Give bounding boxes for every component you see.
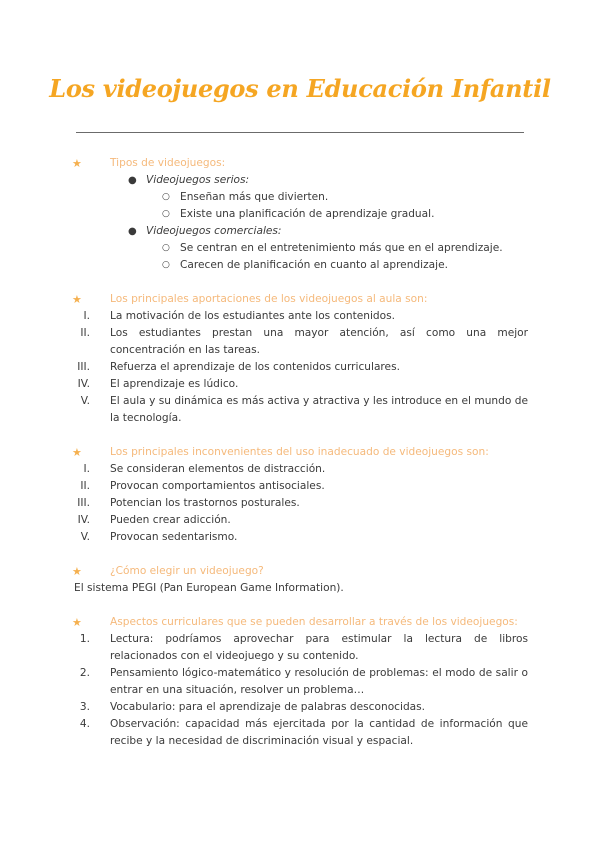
section-heading-aportaciones <box>74 291 528 308</box>
star-icon: ★ <box>72 446 82 459</box>
list-item <box>74 393 528 427</box>
list-item-text: Potencian los trastornos posturales. <box>110 497 300 509</box>
list-number: IV. <box>77 514 90 526</box>
list-number: IV. <box>77 378 90 390</box>
list-item-text: El aprendizaje es lúdico. <box>110 378 239 390</box>
list-item-text: Los estudiantes prestan una mayor atención, así como una mejor concentración en las tareas. <box>110 327 528 356</box>
section-heading-text: Los principales aportaciones de los videojuegos al aula son: <box>110 293 428 305</box>
list-item-text: Lectura: podríamos aprovechar para estimular la lectura de libros relacionados con el videojuego y su contenido. <box>110 633 528 662</box>
list-item-text: Se consideran elementos de distracción. <box>110 463 326 475</box>
list-number: II. <box>80 480 90 492</box>
paragraph: El sistema PEGI (Pan European Game Information). <box>74 582 344 594</box>
document-body <box>74 155 528 750</box>
list-item-text: Provocan sedentarismo. <box>110 531 238 543</box>
section-heading-text: Tipos de videojuegos: <box>110 157 226 169</box>
circle-bullet-icon: ○ <box>162 260 170 270</box>
section-heading-elegir <box>74 563 528 580</box>
list-item-label: Videojuegos serios: <box>146 174 250 186</box>
list-item <box>74 495 528 512</box>
star-icon: ★ <box>72 157 82 170</box>
list-item-text: Pensamiento lógico-matemático y resolución de problemas: el modo de salir o entrar en una situación, resolver un problema… <box>110 667 528 696</box>
list-item-text: Vocabulario: para el aprendizaje de palabras desconocidas. <box>110 701 426 713</box>
section-heading-aspectos <box>74 614 528 631</box>
list-item <box>74 665 528 699</box>
list-number: 3. <box>79 701 90 713</box>
list-item <box>74 529 528 546</box>
list-number: 1. <box>79 633 90 645</box>
list-number: I. <box>83 310 90 322</box>
star-icon: ★ <box>72 293 82 306</box>
list-item-text: Provocan comportamientos antisociales. <box>110 480 325 492</box>
circle-bullet-icon: ○ <box>162 209 170 219</box>
list-item <box>74 206 528 223</box>
list-item <box>74 325 528 359</box>
list-item <box>74 512 528 529</box>
section-heading-inconvenientes <box>74 444 528 461</box>
list-number: II. <box>80 327 90 339</box>
list-item-text: Pueden crear adicción. <box>110 514 231 526</box>
title-divider <box>76 132 524 133</box>
list-item-text: Existe una planificación de aprendizaje gradual. <box>180 208 435 220</box>
star-icon: ★ <box>72 565 82 578</box>
list-number: III. <box>77 361 90 373</box>
list-item-text: La motivación de los estudiantes ante los contenidos. <box>110 310 396 322</box>
section-heading-text: Aspectos curriculares que se pueden desarrollar a través de los videojuegos: <box>110 616 518 628</box>
list-item <box>74 716 528 750</box>
list-number: I. <box>83 463 90 475</box>
list-item <box>74 478 528 495</box>
list-item <box>74 240 528 257</box>
bullet-icon: ● <box>128 175 137 186</box>
list-item-text: Enseñan más que divierten. <box>180 191 329 203</box>
list-item-text: Carecen de planificación en cuanto al aprendizaje. <box>180 259 448 271</box>
list-number: V. <box>80 531 90 543</box>
list-item <box>74 223 528 240</box>
bullet-icon: ● <box>128 226 137 237</box>
list-item <box>74 172 528 189</box>
list-number: V. <box>80 395 90 407</box>
list-item-text: El aula y su dinámica es más activa y atractiva y les introduce en el mundo de la tecnología. <box>110 395 528 424</box>
list-item <box>74 189 528 206</box>
list-item-label: Videojuegos comerciales: <box>146 225 282 237</box>
list-item <box>74 376 528 393</box>
page-title: Los videojuegos en Educación Infantil <box>49 74 551 103</box>
list-item <box>74 308 528 325</box>
list-item <box>74 257 528 274</box>
list-item-text: Refuerza el aprendizaje de los contenidos curriculares. <box>110 361 400 373</box>
circle-bullet-icon: ○ <box>162 192 170 202</box>
list-item-text: Se centran en el entretenimiento más que en el aprendizaje. <box>180 242 503 254</box>
list-number: 2. <box>79 667 90 679</box>
list-item-text: Observación: capacidad más ejercitada por la cantidad de información que recibe y la necesidad de discriminación visual y espacial. <box>110 718 528 747</box>
list-number: III. <box>77 497 90 509</box>
circle-bullet-icon: ○ <box>162 243 170 253</box>
list-item <box>74 699 528 716</box>
section-heading-text: Los principales inconvenientes del uso inadecuado de videojuegos son: <box>110 446 489 458</box>
list-item <box>74 461 528 478</box>
section-heading-tipos <box>74 155 528 172</box>
list-number: 4. <box>79 718 90 730</box>
star-icon: ★ <box>72 616 82 629</box>
section-heading-text: ¿Cómo elegir un videojuego? <box>110 565 264 577</box>
list-item <box>74 631 528 665</box>
list-item <box>74 359 528 376</box>
